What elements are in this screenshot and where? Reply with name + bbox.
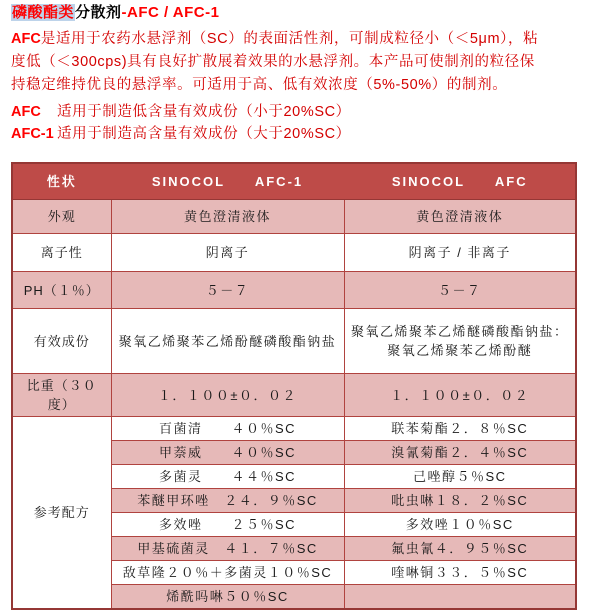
ionicity-afc1-value: 阴离子 xyxy=(111,234,344,272)
formula-afc1-4: 多效唑 ２５％SC xyxy=(111,513,344,537)
intro-line: 持稳定维持优良的悬浮率。可适用于高、低有效浓度（5%-50%）的制剂。 xyxy=(11,77,508,93)
formula-afc-4: 多效唑１０％SC xyxy=(344,513,576,537)
usage-afc-label: AFC xyxy=(11,104,41,120)
formula-afc-3: 吡虫啉１８．２％SC xyxy=(344,489,576,513)
formula-afc1-3: 苯醚甲环唑 ２４．９％SC xyxy=(111,489,344,513)
row-ph xyxy=(12,272,576,309)
ionicity-afc-value: 阴离子 / 非离子 xyxy=(344,234,576,272)
header-cell-sinocol-afc1: SINOCOL AFC-1 xyxy=(111,163,344,200)
header-cell-property: 性状 xyxy=(12,163,111,200)
formula-afc1-1: 甲萘威 ４０％SC xyxy=(111,441,344,465)
title-highlighted-term: 磷酸酯类 xyxy=(12,4,75,21)
appearance-label: 外观 xyxy=(12,200,111,234)
usage-afc1-label: AFC-1 xyxy=(11,126,54,142)
formula-afc1-7: 烯酰吗啉５０％SC xyxy=(111,585,344,610)
intro-line: 度低（＜300cps)具有良好扩散展着效果的水悬浮剂。本产品可使制剂的粒径保 xyxy=(11,54,535,70)
title-black-text: 分散剂 xyxy=(75,4,122,21)
ionicity-label: 离子性 xyxy=(12,234,111,272)
formula-afc1-5: 甲基硫菌灵 ４１．７％SC xyxy=(111,537,344,561)
intro-bold-prefix: AFC xyxy=(11,31,41,47)
ph-afc-value: ５－７ xyxy=(344,272,576,309)
ph-label: PH（１％） xyxy=(12,272,111,309)
specific-gravity-afc-value: １．１００±０．０２ xyxy=(344,374,576,417)
usage-afc1 xyxy=(11,123,593,145)
formula-afc-7 xyxy=(344,585,576,610)
row-specific-gravity xyxy=(12,374,576,417)
usage-notes xyxy=(11,101,593,145)
formula-afc1-2: 多菌灵 ４４％SC xyxy=(111,465,344,489)
intro-paragraph xyxy=(11,28,593,97)
intro-line-text: 是适用于农药水悬浮剂（SC）的表面活性剂，可制成粒径小（＜5μm），粘 xyxy=(40,31,539,47)
formula-afc1-0: 百菌清 ４０％SC xyxy=(111,417,344,441)
ph-afc1-value: ５－７ xyxy=(111,272,344,309)
row-appearance xyxy=(12,200,576,234)
formula-afc-1: 溴氰菊酯２．４％SC xyxy=(344,441,576,465)
table-header-row xyxy=(12,163,576,200)
formula-afc-2: 己唑醇５％SC xyxy=(344,465,576,489)
formula-afc-5: 氟虫氰４．９５％SC xyxy=(344,537,576,561)
formula-afc1-6: 敌草隆２０％＋多菌灵１０％SC xyxy=(111,561,344,585)
product-spec-table xyxy=(11,162,577,610)
active-ingredient-label: 有效成份 xyxy=(12,309,111,374)
usage-afc1-text: 适用于制造高含量有效成份（大于20%SC） xyxy=(57,126,351,142)
formula-row xyxy=(12,417,576,441)
row-ionicity xyxy=(12,234,576,272)
appearance-afc-value: 黄色澄清液体 xyxy=(344,200,576,234)
formula-afc-6: 喹啉铜３３．５％SC xyxy=(344,561,576,585)
usage-afc xyxy=(11,101,593,123)
header-cell-sinocol-afc: SINOCOL AFC xyxy=(344,163,576,200)
page-title xyxy=(11,3,593,23)
appearance-afc1-value: 黄色澄清液体 xyxy=(111,200,344,234)
formula-afc-0: 联苯菊酯２．８％SC xyxy=(344,417,576,441)
active-ingredient-afc1-value: 聚氧乙烯聚苯乙烯酚醚磷酸酯钠盐 xyxy=(111,309,344,374)
intro-line xyxy=(11,28,593,51)
reference-formula-label: 参考配方 xyxy=(12,417,111,610)
row-active-ingredient xyxy=(12,309,576,374)
usage-afc-text: 适用于制造低含量有效成份（小于20%SC） xyxy=(57,104,351,120)
specific-gravity-label: 比重（３０度） xyxy=(12,374,111,417)
active-ingredient-afc-value: 聚氧乙烯聚苯乙烯醚磷酸酯钠盐：聚氧乙烯聚苯乙烯酚醚 xyxy=(344,309,576,374)
title-red-suffix: -AFC / AFC-1 xyxy=(121,4,220,21)
specific-gravity-afc1-value: １．１００±０．０２ xyxy=(111,374,344,417)
